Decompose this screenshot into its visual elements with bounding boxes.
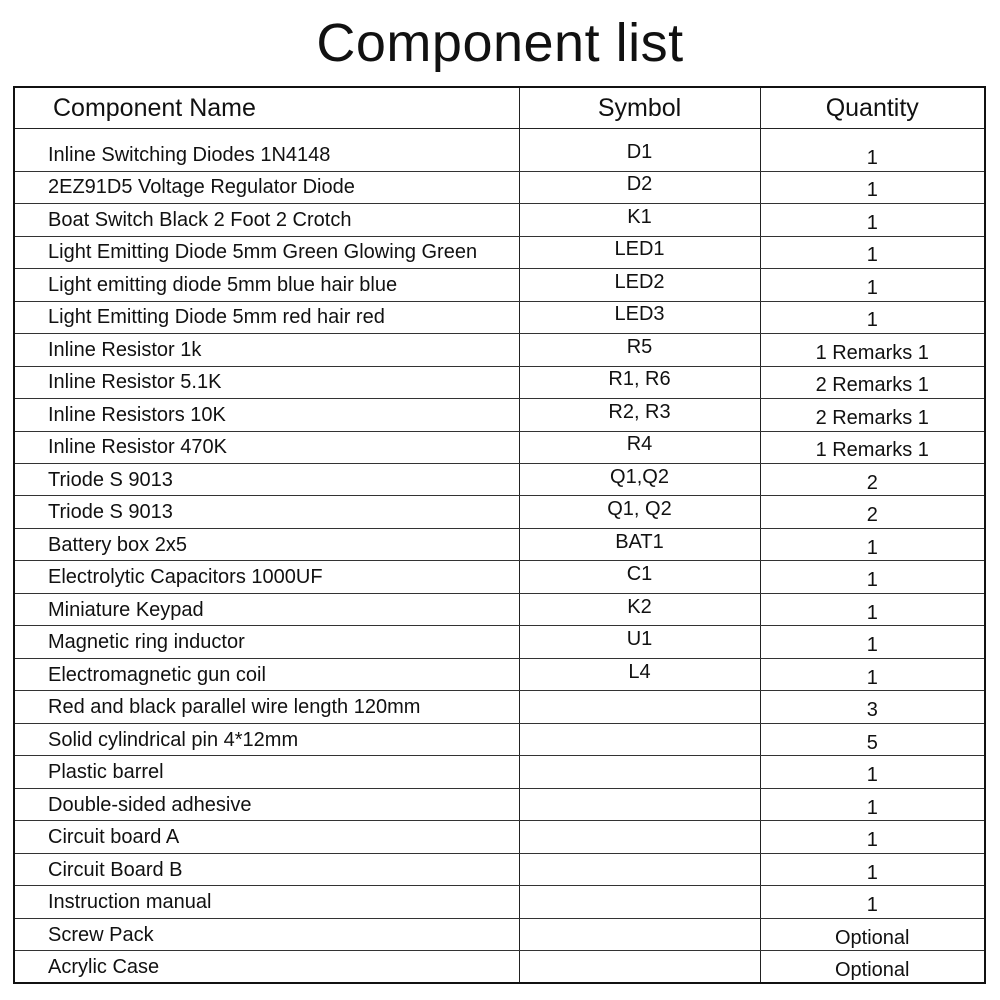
quantity-text: 3	[866, 699, 878, 722]
component-name-cell: Double-sided adhesive	[14, 788, 519, 820]
quantity-text: 2 Remarks 1	[815, 374, 929, 397]
quantity-cell	[760, 886, 985, 918]
quantity-cell	[760, 756, 985, 788]
quantity-text: 2	[866, 504, 878, 527]
symbol-text: L4	[628, 660, 651, 683]
component-name-cell: Inline Resistor 1k	[14, 334, 519, 366]
symbol-cell	[519, 204, 760, 236]
table-row	[14, 886, 985, 918]
quantity-text: 1	[866, 146, 878, 169]
column-header-component-name: Component Name	[14, 87, 519, 129]
component-name-cell: Acrylic Case	[14, 951, 519, 983]
symbol-text: R1, R6	[608, 368, 671, 391]
quantity-text: 2	[866, 471, 878, 494]
component-name-cell: Light Emitting Diode 5mm Green Glowing Green	[14, 236, 519, 268]
symbol-cell	[519, 496, 760, 528]
quantity-cell	[760, 139, 985, 171]
symbol-text: R2, R3	[608, 400, 671, 423]
symbol-text: K1	[627, 205, 652, 228]
table-row	[14, 821, 985, 853]
symbol-cell	[519, 464, 760, 496]
symbol-text: R4	[626, 433, 653, 456]
table-row	[14, 593, 985, 625]
quantity-text: 1	[866, 211, 878, 234]
symbol-cell	[519, 301, 760, 333]
quantity-cell	[760, 366, 985, 398]
quantity-text: 1 Remarks 1	[815, 341, 929, 364]
quantity-text: 1	[866, 894, 878, 917]
component-name-cell: Inline Resistors 10K	[14, 399, 519, 431]
symbol-text: BAT1	[615, 530, 664, 553]
symbol-text: C1	[626, 563, 653, 586]
quantity-text: 1	[866, 861, 878, 884]
quantity-cell	[760, 171, 985, 203]
quantity-text: 1	[866, 764, 878, 787]
quantity-cell	[760, 951, 985, 983]
component-name-cell: Inline Resistor 5.1K	[14, 366, 519, 398]
table-row	[14, 853, 985, 885]
quantity-text: 1	[866, 829, 878, 852]
component-name-cell: Circuit board A	[14, 821, 519, 853]
quantity-text: 5	[866, 731, 878, 754]
quantity-text: 1	[866, 536, 878, 559]
component-name-cell: Instruction manual	[14, 886, 519, 918]
component-name-cell: Solid cylindrical pin 4*12mm	[14, 723, 519, 755]
quantity-cell	[760, 918, 985, 950]
quantity-cell	[760, 561, 985, 593]
symbol-text: LED3	[614, 303, 665, 326]
symbol-cell	[519, 756, 760, 788]
table-row	[14, 204, 985, 236]
component-name-cell: Electromagnetic gun coil	[14, 658, 519, 690]
component-name-cell: Inline Resistor 470K	[14, 431, 519, 463]
symbol-cell	[519, 139, 760, 171]
component-name-cell: Battery box 2x5	[14, 528, 519, 560]
symbol-text: D1	[626, 140, 653, 163]
table-row	[14, 301, 985, 333]
quantity-text: 1	[866, 309, 878, 332]
symbol-cell	[519, 918, 760, 950]
symbol-cell	[519, 269, 760, 301]
component-name-cell: Light Emitting Diode 5mm red hair red	[14, 301, 519, 333]
symbol-cell	[519, 723, 760, 755]
table-row	[14, 528, 985, 560]
quantity-cell	[760, 821, 985, 853]
table-row	[14, 139, 985, 171]
component-name-cell: Light emitting diode 5mm blue hair blue	[14, 269, 519, 301]
table-row	[14, 691, 985, 723]
table-row	[14, 399, 985, 431]
quantity-text: 1	[866, 276, 878, 299]
quantity-cell	[760, 496, 985, 528]
quantity-cell	[760, 691, 985, 723]
symbol-text: LED1	[614, 238, 665, 261]
quantity-text: 1 Remarks 1	[815, 439, 929, 462]
component-name-cell: Screw Pack	[14, 918, 519, 950]
table-body	[14, 129, 985, 984]
symbol-cell	[519, 951, 760, 983]
quantity-cell	[760, 301, 985, 333]
symbol-text: LED2	[614, 270, 665, 293]
quantity-cell	[760, 399, 985, 431]
component-name-cell: Circuit Board B	[14, 853, 519, 885]
table-row	[14, 464, 985, 496]
component-table	[13, 86, 986, 984]
table-row	[14, 918, 985, 950]
quantity-cell	[760, 528, 985, 560]
symbol-text: D2	[626, 173, 653, 196]
quantity-cell	[760, 204, 985, 236]
quantity-cell	[760, 626, 985, 658]
symbol-cell	[519, 886, 760, 918]
table-row	[14, 496, 985, 528]
quantity-text: 1	[866, 634, 878, 657]
table-row	[14, 366, 985, 398]
column-header-symbol: Symbol	[519, 87, 760, 129]
quantity-cell	[760, 853, 985, 885]
component-name-cell: Inline Switching Diodes 1N4148	[14, 139, 519, 171]
symbol-cell	[519, 821, 760, 853]
table-row	[14, 756, 985, 788]
symbol-text: R5	[626, 335, 653, 358]
page-title: Component list	[316, 13, 684, 73]
component-name-cell: Triode S 9013	[14, 496, 519, 528]
symbol-cell	[519, 528, 760, 560]
table-row	[14, 171, 985, 203]
quantity-cell	[760, 658, 985, 690]
quantity-text: Optional	[835, 926, 910, 949]
symbol-cell	[519, 788, 760, 820]
table-row	[14, 788, 985, 820]
quantity-cell	[760, 464, 985, 496]
component-name-cell: 2EZ91D5 Voltage Regulator Diode	[14, 171, 519, 203]
symbol-text: Q1,Q2	[610, 465, 669, 488]
symbol-cell	[519, 399, 760, 431]
quantity-text: 1	[866, 244, 878, 267]
quantity-text: 1	[866, 179, 878, 202]
table-row	[14, 236, 985, 268]
table-row	[14, 951, 985, 983]
table-header-row	[14, 87, 985, 129]
quantity-cell	[760, 788, 985, 820]
quantity-text: 1	[866, 796, 878, 819]
table-row	[14, 431, 985, 463]
symbol-cell	[519, 236, 760, 268]
component-name-cell: Magnetic ring inductor	[14, 626, 519, 658]
symbol-cell	[519, 691, 760, 723]
table-row	[14, 658, 985, 690]
symbol-text: U1	[626, 628, 653, 651]
quantity-cell	[760, 723, 985, 755]
quantity-text: 1	[866, 601, 878, 624]
symbol-text: K2	[627, 595, 652, 618]
table-row	[14, 626, 985, 658]
quantity-text: Optional	[835, 958, 910, 981]
quantity-text: 1	[866, 569, 878, 592]
symbol-cell	[519, 593, 760, 625]
quantity-text: 1	[866, 666, 878, 689]
component-name-cell: Miniature Keypad	[14, 593, 519, 625]
symbol-cell	[519, 658, 760, 690]
table-row	[14, 561, 985, 593]
quantity-cell	[760, 593, 985, 625]
symbol-cell	[519, 561, 760, 593]
table-row	[14, 723, 985, 755]
symbol-cell	[519, 334, 760, 366]
component-name-cell: Red and black parallel wire length 120mm	[14, 691, 519, 723]
quantity-cell	[760, 334, 985, 366]
table-spacer-row	[14, 129, 985, 140]
symbol-cell	[519, 626, 760, 658]
quantity-text: 2 Remarks 1	[815, 406, 929, 429]
table-row	[14, 334, 985, 366]
symbol-cell	[519, 431, 760, 463]
column-header-quantity: Quantity	[760, 87, 985, 129]
quantity-cell	[760, 269, 985, 301]
quantity-cell	[760, 431, 985, 463]
component-name-cell: Electrolytic Capacitors 1000UF	[14, 561, 519, 593]
quantity-cell	[760, 236, 985, 268]
symbol-cell	[519, 171, 760, 203]
component-name-cell: Boat Switch Black 2 Foot 2 Crotch	[14, 204, 519, 236]
component-name-cell: Triode S 9013	[14, 464, 519, 496]
symbol-cell	[519, 853, 760, 885]
table-row	[14, 269, 985, 301]
symbol-cell	[519, 366, 760, 398]
symbol-text: Q1, Q2	[607, 498, 672, 521]
component-name-cell: Plastic barrel	[14, 756, 519, 788]
